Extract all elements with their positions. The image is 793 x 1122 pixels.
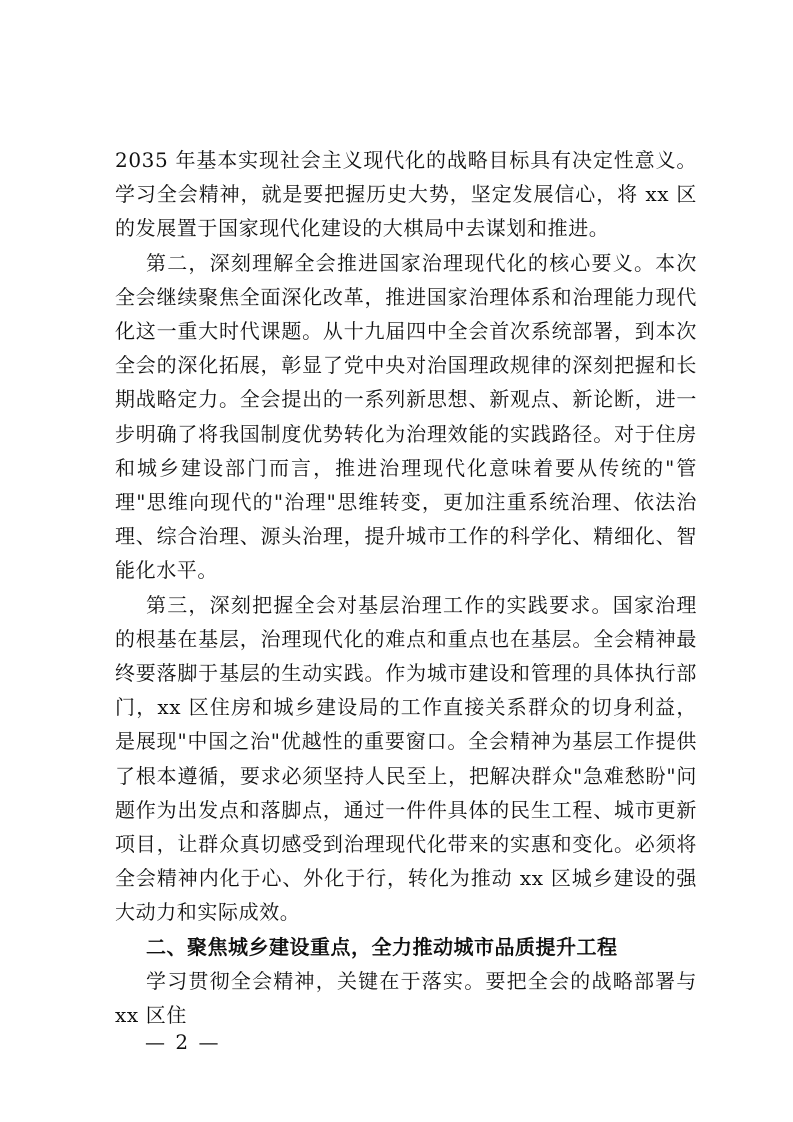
page-number: — 2 — [145, 1030, 221, 1054]
section-heading: 二、聚焦城乡建设重点，全力推动城市品质提升工程 [146, 934, 618, 959]
paragraph-section-intro: 学习贯彻全会精神，关键在于落实。要把全会的战略部署与 xx 区住 [115, 968, 697, 1028]
paragraph-continuation: 2035 年基本实现社会主义现代化的战略目标具有决定性意义。学习全会精神，就是要把握历史大势，坚定发展信心，将 xx 区的发展置于国家现代化建设的大棋局中去谋划和推进。 [115, 148, 697, 241]
paragraph-second-point: 第二，深刻理解全会推进国家治理现代化的核心要义。本次全会继续聚焦全面深化改革，推进国家治理体系和治理能力现代化这一重大时代课题。从十九届四中全会首次系统部署，到本次全会的深化拓展，彰显了党中央对治国理政规律的深刻把握和长期战略定力。全会提出的一系列新思想、新观点、新论断，进一步明确了将我国制度优势转化为治理效能的实践路径。对于住房和城乡建设部门而言，推进治理现代化意味着要从传统的"管理"思维向现代的"治理"思维转变，更加注重系统治理、依法治理、综合治理、源头治理，提升城市工作的科学化、精细化、智能化水平。 [115, 250, 697, 583]
paragraph-third-point: 第三，深刻把握全会对基层治理工作的实践要求。国家治理的根基在基层，治理现代化的难点和重点也在基层。全会精神最终要落脚于基层的生动实践。作为城市建设和管理的具体执行部门，xx 区住房和城乡建设局的工作直接关系群众的切身利益，是展现"中国之治"优越性的重要窗口。全会精神为基层工作提供了根本遵循，要求必须坚持人民至上，把解决群众"急难愁盼"问题作为出发点和落脚点，通过一件件具体的民生工程、城市更新项目，让群众真切感受到治理现代化带来的实惠和变化。必须将全会精神内化于心、外化于行，转化为推动 xx 区城乡建设的强大动力和实际成效。 [115, 592, 697, 925]
document-body [115, 143, 697, 1032]
